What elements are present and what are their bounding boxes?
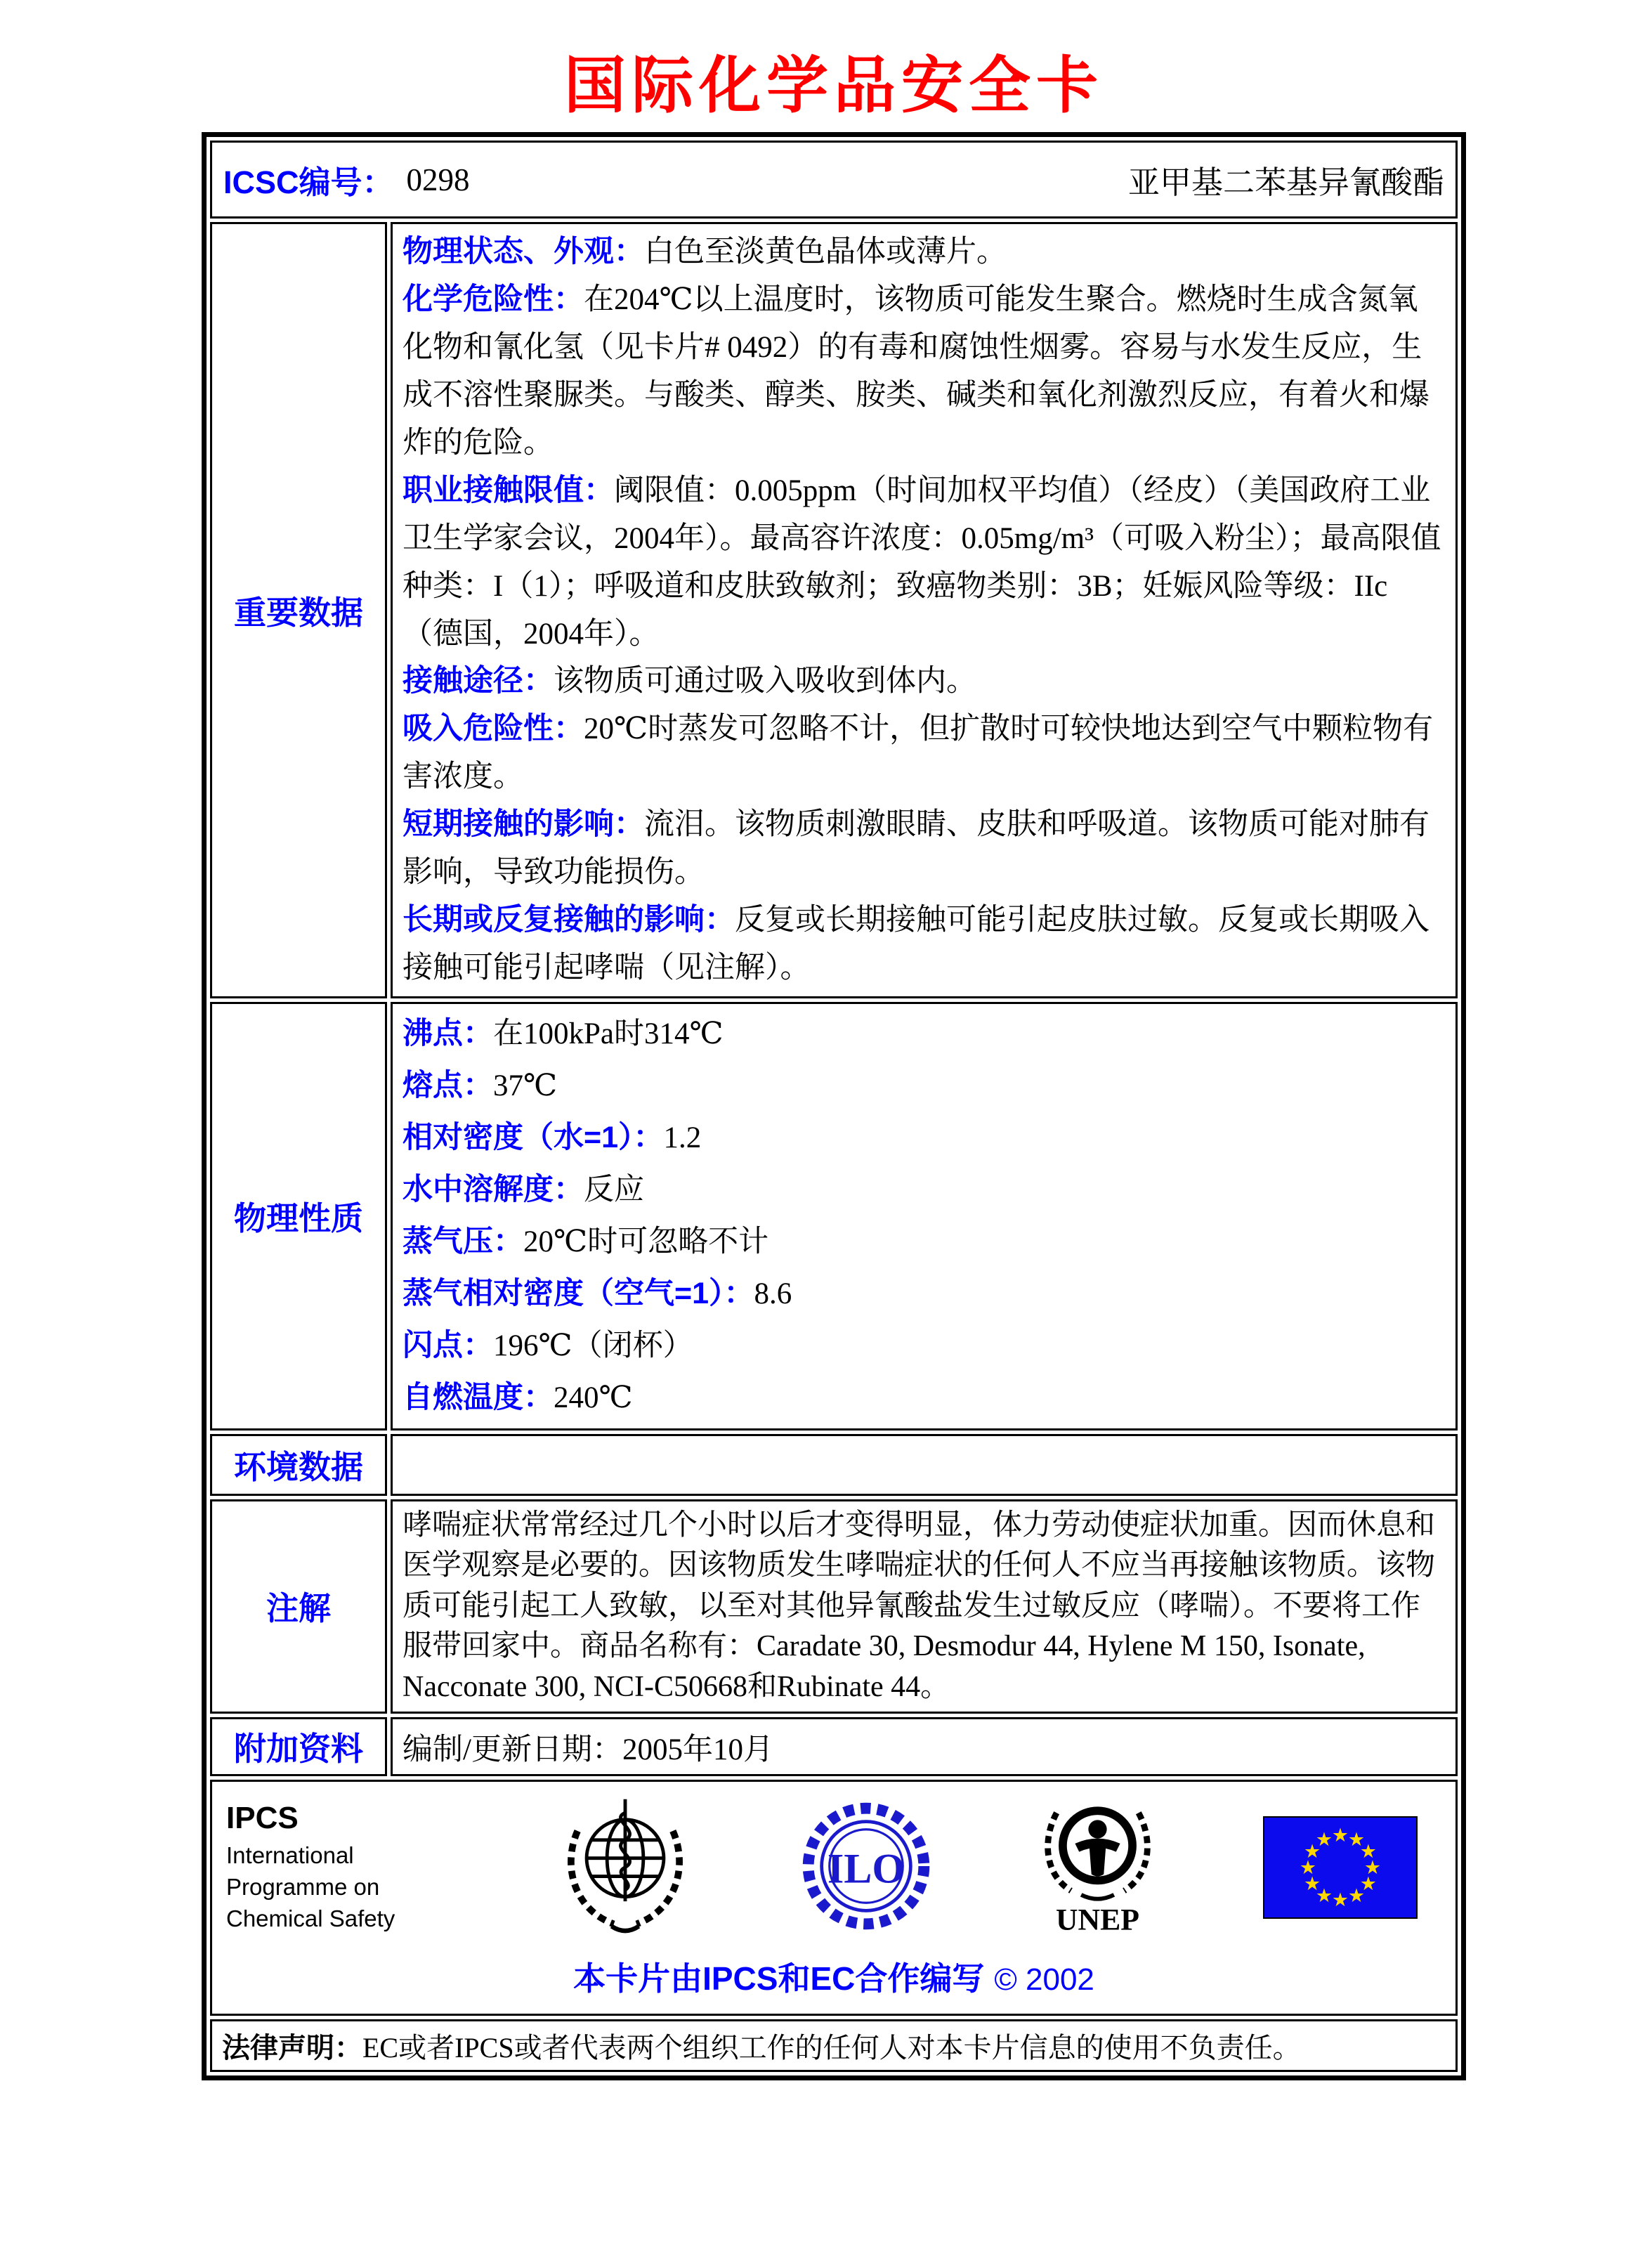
unep-logo-icon [1036, 1792, 1159, 1943]
footer-row [210, 1780, 1458, 2016]
page-title: 国际化学品安全卡 [563, 53, 1104, 121]
entry-text: 流泪。该物质刺激眼睛、皮肤和呼吸道。该物质可能对肺有影响，导致功能损伤。 [403, 808, 1430, 889]
entry-exposure-routes [403, 658, 1446, 705]
ipcs-line: International [226, 1842, 354, 1869]
ipcs-line: Programme on [226, 1874, 380, 1900]
copyright-text: © 2002 [994, 1962, 1094, 1997]
who-logo-icon [555, 1792, 695, 1943]
prop-melting-point [403, 1060, 1446, 1112]
prop-label: 熔点： [403, 1068, 493, 1102]
credit-line [222, 1953, 1446, 2000]
header-row [210, 141, 1458, 219]
entry-label: 物理状态、外观： [403, 235, 644, 268]
prop-label: 自燃温度： [403, 1380, 554, 1414]
header-cell [210, 141, 1458, 219]
prop-value: 1.2 [663, 1121, 702, 1154]
entry-text: 白色至淡黄色晶体或薄片。 [644, 235, 1007, 268]
ipcs-title: IPCS [226, 1801, 299, 1836]
entry-physical-state [403, 228, 1446, 276]
ipcs-text-block [226, 1801, 451, 1934]
prop-label: 沸点： [403, 1017, 493, 1050]
prop-label: 蒸气压： [403, 1224, 523, 1258]
physical-properties-row-label: 物理性质 [210, 1002, 387, 1430]
icsc-number-label: ICSC编号： [223, 164, 394, 200]
prop-value: 240℃ [554, 1381, 633, 1414]
entry-text: 反复或长期接触可能引起皮肤过敏。反复或长期吸入接触可能引起哮喘（见注解）。 [403, 904, 1430, 985]
important-data-row [210, 222, 1458, 998]
prop-label: 闪点： [403, 1328, 493, 1362]
legal-text: EC或者IPCS或者代表两个组织工作的任何人对本卡片信息的使用不负责任。 [362, 2032, 1301, 2064]
entry-short-term-effects [403, 801, 1446, 897]
entry-occupational-limits [403, 467, 1446, 658]
notes-text: 哮喘症状常常经过几个小时以后才变得明显，体力劳动使症状加重。因而休息和医学观察是必要的。因该物质发生哮喘症状的任何人不应当再接触该物质。该物质可能引起工人致敏，以至对其他异氰酸盐发生过敏反应（哮喘）。不要将工作服带回家中。商品名称有：Caradate 30, Desmodur 44, Hylene M 150, Isonate, Nacconate 300, NCI-C50668和Rubinate 44。 [403, 1508, 1436, 1703]
entry-long-term-effects [403, 897, 1446, 992]
prop-water-solubility [403, 1164, 1446, 1216]
notes-content [391, 1499, 1458, 1714]
physical-properties-row [210, 1002, 1458, 1430]
prop-value: 8.6 [754, 1277, 792, 1310]
prop-label: 蒸气相对密度（空气=1）： [403, 1276, 754, 1310]
prop-flash-point [403, 1320, 1446, 1372]
ilo-caption: ILO [827, 1845, 905, 1893]
prop-value: 在100kPa时314℃ [493, 1017, 724, 1050]
notes-row [210, 1499, 1458, 1714]
entry-label: 长期或反复接触的影响： [403, 903, 735, 937]
environmental-data-row-label: 环境数据 [210, 1434, 387, 1496]
prop-label: 水中溶解度： [403, 1172, 584, 1206]
ipcs-line: Chemical Safety [226, 1905, 395, 1931]
credit-text: 本卡片由IPCS和EC合作编写 [573, 1960, 985, 1997]
icsc-table [202, 132, 1466, 2080]
legal-row [210, 2019, 1458, 2072]
entry-label: 吸入危险性： [403, 712, 584, 746]
entry-text: 在204℃以上温度时，该物质可能发生聚合。燃烧时生成含氮氧化物和氰化氢（见卡片# 0492）的有毒和腐蚀性烟雾。容易与水发生反应，生成不溶性聚脲类。与酸类、醇类、胺类、碱类和氧化剂激烈反应，有着火和爆炸的危险。 [403, 282, 1430, 460]
environmental-data-content [391, 1434, 1458, 1496]
prop-vapor-density [403, 1268, 1446, 1320]
entry-label: 接触途径： [403, 664, 554, 698]
environmental-data-row [210, 1434, 1458, 1496]
ilo-logo-icon [799, 1792, 933, 1943]
icsc-number-value: 0298 [406, 162, 470, 197]
unep-caption: UNEP [1056, 1903, 1140, 1937]
entry-label: 短期接触的影响： [403, 807, 644, 842]
eu-star-icon [1313, 1828, 1335, 1851]
notes-row-label: 注解 [210, 1499, 387, 1714]
prop-autoignition-temp [403, 1372, 1446, 1424]
additional-info-content: 编制/更新日期：2005年10月 [391, 1717, 1458, 1776]
entry-chemical-danger [403, 276, 1446, 467]
additional-info-row-label: 附加资料 [210, 1717, 387, 1776]
entry-text: 阈限值：0.005ppm（时间加权平均值）（经皮）（美国政府工业卫生学家会议，2004年）。最高容许浓度：0.05mg/m³（可吸入粉尘）；最高限值种类：I（1）；呼吸道和皮肤致敏剂；致癌物类别：3B；妊娠风险等级：IIc（德国，2004年）。 [403, 474, 1441, 651]
entry-inhalation-risk [403, 705, 1446, 801]
legal-label: 法律声明： [222, 2033, 362, 2064]
legal-cell [210, 2019, 1458, 2072]
footer-cell [210, 1780, 1458, 2016]
important-data-content [391, 222, 1458, 998]
eu-flag-icon [1263, 1816, 1418, 1919]
icsc-card [202, 132, 1466, 2080]
entry-text: 20℃时蒸发可忽略不计，但扩散时可较快地达到空气中颗粒物有害浓度。 [403, 712, 1434, 794]
entry-label: 化学危险性： [403, 282, 584, 316]
chemical-name: 亚甲基二苯基异氰酸酯 [1127, 165, 1444, 200]
important-data-row-label: 重要数据 [210, 222, 387, 998]
prop-value: 20℃时可忽略不计 [523, 1225, 769, 1258]
entry-text: 该物质可通过吸入吸收到体内。 [554, 665, 976, 698]
prop-value: 196℃（闭杯） [493, 1329, 693, 1362]
entry-label: 职业接触限值： [403, 473, 614, 507]
prop-vapor-pressure [403, 1216, 1446, 1268]
physical-properties-content [391, 1002, 1458, 1430]
additional-info-row [210, 1717, 1458, 1776]
prop-value: 反应 [584, 1173, 644, 1206]
prop-boiling-point [403, 1008, 1446, 1060]
prop-relative-density [403, 1112, 1446, 1164]
prop-value: 37℃ [493, 1069, 558, 1102]
prop-label: 相对密度（水=1）： [403, 1120, 664, 1154]
